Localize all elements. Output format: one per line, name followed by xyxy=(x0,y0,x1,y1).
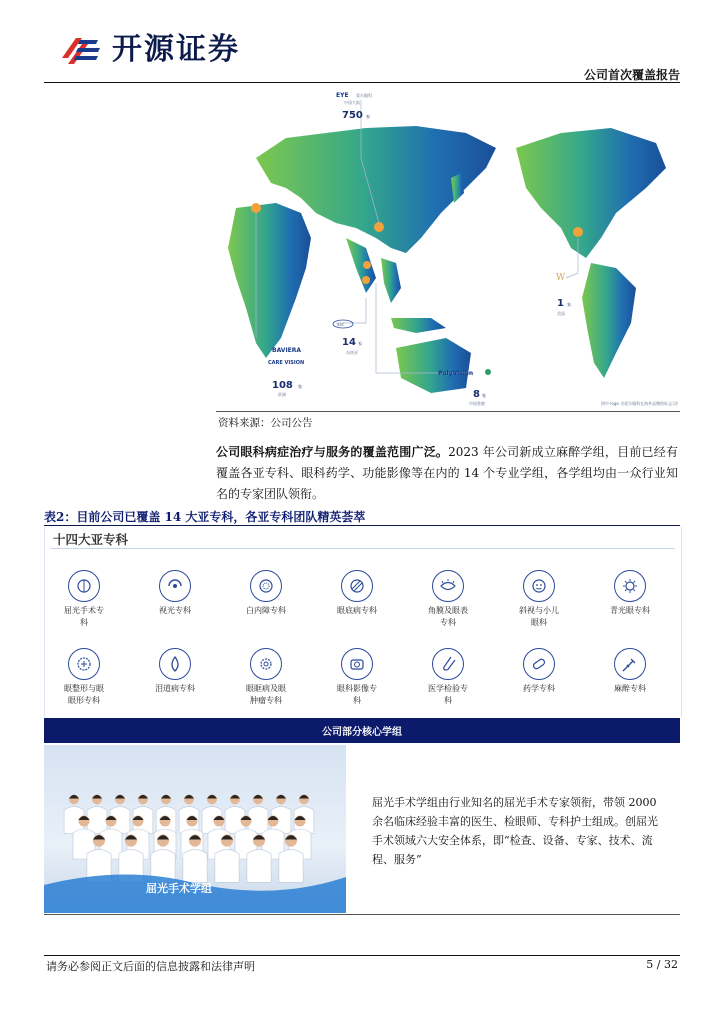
europe-brand-2: CARE VISION xyxy=(268,360,305,366)
paragraph-text: 2023 年公司新成立麻醉学组，目前已经有覆盖各亚专科、眼科药学、功能影像等在内的 14 个专业学组，各学组均由一众行业知名的专家团队领衔。 xyxy=(216,445,678,501)
subspecialty-item xyxy=(411,648,485,707)
subspecialty-label-line1: 眼底病专科 xyxy=(337,606,377,615)
core-groups-banner: 公司部分核心学组 xyxy=(44,718,680,743)
eye-brand-text: EYE xyxy=(336,92,349,99)
team-member xyxy=(247,849,271,882)
subspecialty-label xyxy=(47,683,121,707)
europe-count: 108 xyxy=(272,380,293,391)
photo-caption: 屈光手术学组 xyxy=(146,882,212,895)
subspecialty-item xyxy=(47,648,121,707)
subspecialty-item xyxy=(229,570,303,617)
sea-count: 14 xyxy=(342,337,356,348)
body-paragraph xyxy=(216,442,678,505)
brand-logo-icon xyxy=(58,28,108,70)
global-network-map xyxy=(216,88,678,410)
subspecialty-item xyxy=(593,648,667,695)
subspecialty-item xyxy=(320,570,394,617)
hk-brand: PolyVision xyxy=(438,370,474,377)
subspecialty-label-line1: 青光眼专科 xyxy=(610,606,650,615)
header-divider xyxy=(44,82,680,83)
capsule-icon xyxy=(523,648,555,680)
subspecialty-item xyxy=(411,570,485,629)
subspecialty-label-line1: 泪道病专科 xyxy=(155,684,195,693)
subspecialty-item xyxy=(502,570,576,629)
subspecialty-label xyxy=(138,605,212,617)
test-tube-icon xyxy=(432,648,464,680)
subspecialty-label xyxy=(229,605,303,617)
europe-unit: 家 xyxy=(298,384,302,389)
subspecialty-label xyxy=(411,605,485,629)
subspecialty-label-line1: 麻醉专科 xyxy=(614,684,646,693)
pin-china xyxy=(374,222,384,232)
page-number: 5 / 32 xyxy=(646,958,678,971)
gear-eye-icon xyxy=(250,648,282,680)
label-usa xyxy=(556,273,571,316)
imaging-icon xyxy=(341,648,373,680)
usa-unit: 家 xyxy=(567,302,571,307)
group-description: 屈光手术学组由行业知名的屈光手术专家领衔，带领 2000 余名临床经验丰富的医生、检眼师、专科护士组成。创屈光手术领域六大安全体系，即“检查、设备、专家、技术、流程、服务” xyxy=(372,796,658,866)
subspecialty-label-line2: 科 xyxy=(353,696,361,705)
team-member xyxy=(215,849,239,882)
subspecialty-label-line2: 科 xyxy=(80,618,88,627)
team-member xyxy=(279,849,303,882)
subspecialty-label xyxy=(47,605,121,629)
panel-title-divider xyxy=(51,548,675,549)
subspecialty-label xyxy=(229,683,303,707)
footer-divider xyxy=(44,955,680,956)
subspecialty-item xyxy=(229,648,303,707)
subspecialty-label-line1: 斜视与小儿 xyxy=(519,606,559,615)
brand-name: 开源证券 xyxy=(112,32,240,67)
table-bottom-divider xyxy=(44,914,680,915)
subspecialty-label-line2: 眼科 xyxy=(531,618,547,627)
hk-region: 中国香港 xyxy=(469,401,485,406)
syringe-icon xyxy=(614,648,646,680)
subspecialty-label xyxy=(320,605,394,617)
subspecialty-label-line1: 眼整形与眼 xyxy=(64,684,104,693)
subspecialty-label-line1: 医学检验专 xyxy=(428,684,468,693)
subspecialty-label-line2: 肿瘤专科 xyxy=(250,696,282,705)
subspecialty-label xyxy=(138,683,212,695)
subspecialty-label xyxy=(411,683,485,707)
plastic-icon xyxy=(68,648,100,680)
hk-count: 8 xyxy=(473,389,480,400)
pin-usa xyxy=(573,227,583,237)
pin-southeast-asia xyxy=(362,276,370,284)
refraction-icon xyxy=(159,570,191,602)
subspecialty-item xyxy=(47,570,121,629)
table-caption: 表2：目前公司已覆盖 14 大亚专科，各亚专科团队精英荟萃 xyxy=(44,510,366,524)
subspecialty-label-line1: 白内障专科 xyxy=(246,606,286,615)
figure-source: 资料来源：公司公告 xyxy=(218,417,313,429)
team-members xyxy=(64,794,314,882)
subspecialty-label-line2: 眼形专科 xyxy=(68,696,100,705)
subspecialty-item xyxy=(138,570,212,617)
pin-europe xyxy=(251,203,261,213)
svg-text:W: W xyxy=(556,273,566,283)
eye-region: 中国大陆 xyxy=(344,100,360,105)
glaucoma-icon xyxy=(614,570,646,602)
disclaimer-note: 请务必参阅正文后面的信息披露和法律声明 xyxy=(46,960,255,973)
subspecialty-item xyxy=(138,648,212,695)
paragraph-lead: 公司眼科病症治疗与服务的覆盖范围广泛。 xyxy=(216,445,449,459)
retina-icon xyxy=(341,570,373,602)
source-divider xyxy=(216,411,680,412)
subspecialty-label xyxy=(502,683,576,695)
svg-text:aec: aec xyxy=(337,322,345,327)
subspecialty-item xyxy=(593,570,667,617)
sea-region: 东南亚 xyxy=(346,350,358,355)
label-southeast-asia xyxy=(333,320,362,355)
subspecialty-label xyxy=(320,683,394,707)
caption-divider xyxy=(44,525,680,526)
lens-icon xyxy=(250,570,282,602)
label-europe xyxy=(268,347,304,397)
cornea-icon xyxy=(432,570,464,602)
team-member xyxy=(87,807,107,834)
report-type: 公司首次覆盖报告 xyxy=(583,68,680,82)
team-member xyxy=(183,849,207,882)
panel-title: 十四大亚专科 xyxy=(53,532,129,547)
subspecialty-label-line1: 视光专科 xyxy=(159,606,191,615)
eye-brand-sub: 爱尔眼科 xyxy=(356,93,372,98)
europe-brand-1: BAVIERA xyxy=(272,347,302,354)
subspecialty-item xyxy=(320,648,394,707)
hk-unit: 家 xyxy=(482,393,486,398)
subspecialty-label-line1: 屈光手术专 xyxy=(64,606,104,615)
sea-unit: 家 xyxy=(358,341,362,346)
subspecialty-label xyxy=(593,683,667,695)
subspecialty-label-line1: 角膜及眼表 xyxy=(428,606,468,615)
label-china xyxy=(336,92,372,121)
subspecialty-item xyxy=(502,648,576,695)
subspecialty-label-line2: 科 xyxy=(444,696,452,705)
eye-count: 750 xyxy=(342,110,363,121)
usa-region: 美国 xyxy=(557,311,565,316)
europe-region: 欧洲 xyxy=(278,392,286,397)
child-face-icon xyxy=(523,570,555,602)
subspecialty-label xyxy=(502,605,576,629)
tear-drop-icon xyxy=(159,648,191,680)
eye-target-icon xyxy=(68,570,100,602)
subspecialty-label-line1: 眼眶病及眼 xyxy=(246,684,286,693)
subspecialty-label-line1: 药学专科 xyxy=(523,684,555,693)
subspecialty-label-line1: 眼科影像专 xyxy=(337,684,377,693)
eye-unit: 家 xyxy=(366,114,370,119)
usa-count: 1 xyxy=(557,298,564,309)
subspecialty-panel xyxy=(44,527,682,717)
subspecialty-label xyxy=(593,605,667,617)
subspecialty-label-line2: 专科 xyxy=(440,618,456,627)
map-note: 图中 logo 为爱尔眼科在海外品牌的标志示例 xyxy=(601,401,678,406)
pin-hongkong xyxy=(363,261,371,269)
